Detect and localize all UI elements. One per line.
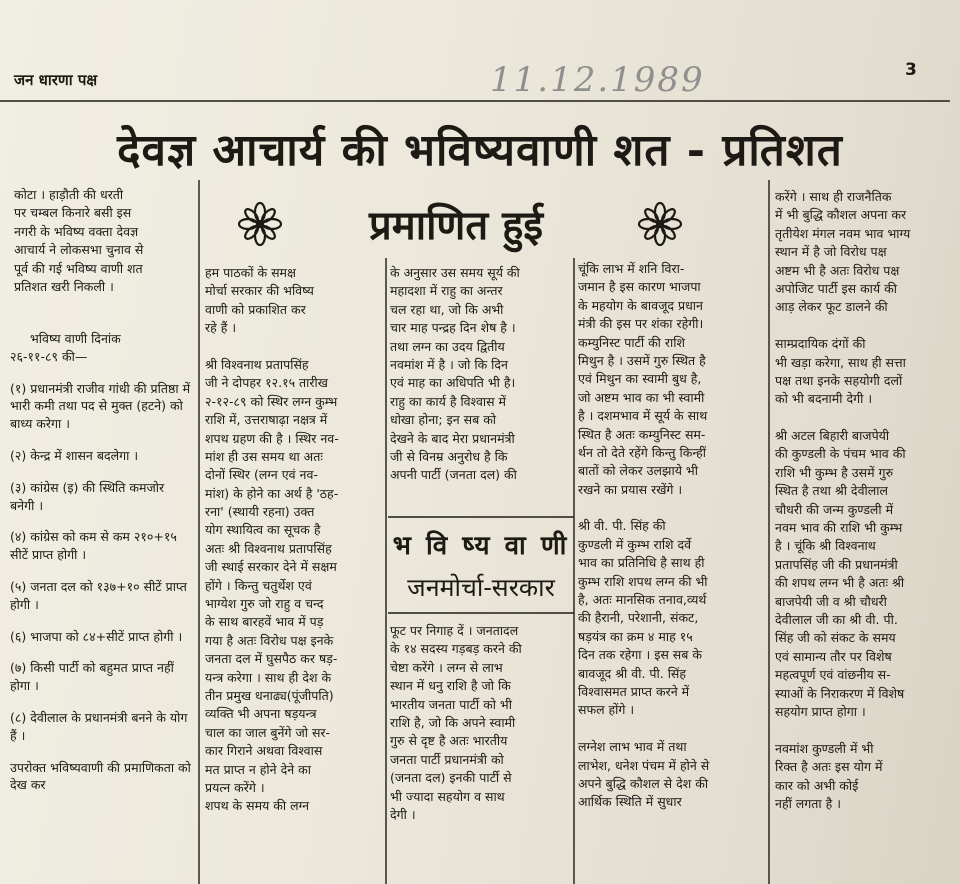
text-line: स्थान में धनु राशि है जो कि	[390, 678, 511, 694]
prediction-item: (६) भाजपा को ८४+सीटें प्राप्त होगी ।	[10, 628, 183, 644]
masthead-rule	[0, 100, 950, 102]
prediction-item: (२) केन्द्र में शासन बदलेगा ।	[10, 447, 139, 463]
text-line: भी ज्यादा सहयोग व साथ	[390, 788, 505, 804]
text-line: कम्युनिस्ट पार्टी की राशि	[578, 334, 685, 350]
text-line: चेष्टा करेंगे । लग्न से लाभ	[390, 659, 503, 675]
text-line: मंत्री की इस पर शंका रहेगी।	[578, 316, 704, 332]
predictions-date: २६-११-८९ की—	[10, 348, 88, 364]
text-line: की हैरानी, परेशानी, संकट,	[578, 610, 699, 626]
text-line: मोर्चा सरकार की भविष्य	[205, 283, 314, 299]
text-line: देगी ।	[390, 806, 416, 822]
text-line: कार को अभी कोई	[775, 777, 859, 793]
text-line: चाल का जाल बुनेंगे जो सर-	[205, 724, 331, 740]
text-line: स्थान में है जो विरोध पक्ष	[775, 244, 887, 260]
headline-line-1: देवज्ञ आचार्य की भविष्यवाणी शत - प्रतिशत	[117, 125, 843, 176]
text-line	[578, 720, 768, 738]
text-line: को भी बदनामी देगी ।	[775, 391, 873, 407]
text-line: जनता पार्टी प्रधानमंत्री को	[390, 751, 504, 767]
text-line: सफल होंगे ।	[578, 702, 635, 718]
text-line: में भी बुद्धि कौशल अपना कर	[775, 207, 907, 223]
text-line: श्री वी. पी. सिंह की	[578, 518, 666, 534]
column-2	[205, 264, 385, 816]
text-line: सहयोग प्राप्त होगा ।	[775, 703, 866, 719]
column-3-bottom	[390, 622, 570, 824]
text-line: आड़ लेकर फूट डालने की	[775, 299, 888, 315]
prediction-item: (१) प्रधानमंत्री राजीव गांधी की प्रतिष्ठा में भारी कमी तथा पद से मुक्त (हटने) को बाध्य करेगा ।	[10, 380, 191, 432]
text-line: बावजूद श्री वी. पी. सिंह	[578, 665, 687, 681]
text-line: लाभेश, धनेश पंचम में होने से	[578, 757, 710, 773]
text-line: अतः श्री विश्वनाथ प्रतापसिंह	[205, 540, 332, 556]
text-line: जमान है इस कारण भाजपा	[578, 279, 701, 295]
predictions-heading: भविष्य वाणी दिनांक	[30, 331, 121, 346]
handwritten-date: 11.12.1989	[490, 60, 705, 100]
text-line: जी स्थाई सरकार देने में सक्षम	[205, 559, 337, 575]
text-line: रखने का प्रयास रखेंगे ।	[578, 481, 683, 497]
text-line: राहु का कार्य है विश्वास में	[390, 393, 507, 409]
text-line: स्थित है अतः कम्युनिस्ट सम-	[578, 426, 706, 442]
text-line	[205, 338, 385, 356]
prediction-item: (४) कांग्रेस को कम से कम २१०+१५ सीटें प्राप्त होगी ।	[10, 529, 177, 563]
masthead: जन धारणा पक्ष	[14, 71, 98, 89]
text-line: भाग्येश गुरु जो राहु व चन्द	[205, 596, 324, 612]
subheading-line-2: जनमोर्चा-सरकार	[407, 573, 555, 602]
subheading-rule-bottom	[388, 612, 574, 614]
column-5	[775, 188, 960, 813]
column-3-top	[390, 264, 570, 485]
text-line: (जनता दल) इनकी पार्टी से	[390, 770, 512, 786]
text-line: महत्वपूर्ण एवं वांछनीय स-	[775, 667, 891, 683]
text-line: स्थित है तथा श्री देवीलाल	[775, 483, 888, 499]
text-line: विश्वासमत प्राप्त करने में	[578, 683, 690, 699]
text-line: मांश ही उस समय था अतः	[205, 448, 323, 464]
text-line: नगरी के भविष्य वक्ता देवज्ञ	[14, 223, 139, 239]
text-line: आर्थिक स्थिति में सुधार	[578, 794, 682, 810]
text-line: सिंह जी को संकट के समय	[775, 630, 896, 646]
text-line: लग्नेश लाभ भाव में तथा	[578, 739, 687, 755]
column-rule-2	[385, 258, 387, 884]
text-line: होंगे । किन्तु चतुर्थेश एवं	[205, 577, 312, 593]
text-line: देवीलाल जी का श्री वी. पी.	[775, 611, 898, 627]
text-line: पूर्व की गई भविष्य वाणी शत	[14, 260, 143, 276]
text-line: २-१२-८९ को स्थिर लग्न कुम्भ	[205, 393, 338, 409]
text-line: हम पाठकों के समक्ष	[205, 265, 296, 280]
text-line	[775, 721, 960, 739]
text-line: दिन तक रहेगा । इस सब के	[578, 647, 702, 663]
prediction-item: (७) किसी पार्टी को बहुमत प्राप्त नहीं होगा ।	[10, 660, 174, 694]
prediction-item: (३) कांग्रेस (इ) की स्थिति कमजोर बनेगी ।	[10, 479, 165, 513]
text-line: एवं माह का अधिपति भी है।	[390, 375, 516, 391]
subheading-rule-top	[388, 516, 574, 518]
text-line: एवं मिथुन का स्वामी बुध है,	[578, 371, 702, 387]
text-line: गया है अतः विरोध पक्ष इनके	[205, 632, 334, 648]
text-line: अपनी पार्टी (जनता दल) की	[390, 467, 517, 483]
text-line: फूट पर निगाह दें । जनतादल	[390, 623, 519, 638]
text-line: तृतीयेश मंगल नवम भाव भाग्य	[775, 225, 911, 241]
prediction-item: (८) देवीलाल के प्रधानमंत्री बनने के योग हैं ।	[10, 709, 188, 743]
text-line: चल रहा था, जो कि अभी	[390, 301, 504, 317]
text-line: दोनों स्थिर (लग्न एवं नव-	[205, 467, 318, 483]
text-line: चूंकि लाभ में शनि विरा-	[578, 261, 685, 276]
column-rule-1	[198, 180, 200, 884]
text-line: मिथुन है । उसमें गुरु स्थित है	[578, 352, 706, 368]
text-line: नवमांश में है । जो कि दिन	[390, 356, 508, 372]
text-line: प्रतिशत खरी निकली ।	[14, 278, 114, 294]
text-line: की शपथ लग्न भी है अतः श्री	[775, 575, 905, 591]
text-line: भाव का प्रतिनिधि है साथ ही	[578, 555, 705, 571]
text-line: स्याओं के निराकरण में विशेष	[775, 685, 905, 701]
text-line: आचार्य ने लोकसभा चुनाव से	[14, 242, 144, 258]
text-line: जी ने दोपहर १२.१५ तारीख	[205, 375, 328, 391]
text-line: जो अष्टम भाव का भी स्वामी	[578, 389, 705, 405]
text-line: शपथ ग्रहण की है । स्थिर नव-	[205, 430, 339, 446]
text-line: यन्त्र करेगा । साथ ही देश के	[205, 669, 332, 685]
text-line: कुम्भ राशि शपथ लग्न की भी	[578, 573, 708, 589]
text-line: के अनुसार उस समय सूर्य की	[390, 265, 520, 280]
text-line: है । दशमभाव में सूर्य के साथ	[578, 408, 708, 424]
headline-line-2: प्रमाणित हुई	[369, 202, 543, 249]
text-line: श्री अटल बिहारी बाजपेयी	[775, 428, 890, 444]
text-line: के महयोग के बावजूद प्रधान	[578, 297, 703, 313]
text-line: राशि भी कुम्भ है उसमें गुरु	[775, 464, 894, 480]
text-line: चौधरी की जन्म कुण्डली में	[775, 501, 894, 517]
predictions-list	[10, 330, 192, 808]
text-line: कुण्डली में कुम्भ राशि दर्वे	[578, 536, 692, 552]
text-line: रना' (स्थायी रहना) उक्त	[205, 504, 315, 520]
flower-ornament-left	[236, 200, 284, 248]
text-line: भारतीय जनता पार्टी को भी	[390, 696, 512, 712]
text-line: कोटा । हाड़ौती की धरती	[14, 187, 124, 202]
text-line: राशि है, जो कि अपने स्वामी	[390, 714, 516, 730]
column-1-intro	[14, 186, 192, 296]
subheading-box	[388, 520, 574, 612]
text-line: है, अतः मानसिक तनाव,व्यर्थ	[578, 592, 707, 608]
text-line: अष्टम भी है अतः विरोध पक्ष	[775, 262, 900, 278]
text-line: कार गिराने अथवा विश्वास	[205, 743, 323, 759]
text-line: अपोजिट पार्टी इस कार्य की	[775, 280, 897, 296]
text-line: अपने बुद्धि कौशल से देश की	[578, 775, 709, 791]
text-line: है । चूंकि श्री विश्वनाथ	[775, 538, 876, 554]
text-line: शपथ के समय की लग्न	[205, 798, 310, 814]
text-line: वाणी को प्रकाशित कर	[205, 301, 306, 317]
text-line: गुरु से दृष्ट है अतः भारतीय	[390, 733, 508, 749]
text-line: भी खड़ा करेगा, साथ ही सत्ता	[775, 354, 906, 370]
text-line: बातों को लेकर उलझाये भी	[578, 463, 698, 479]
text-line: व्यक्ति भी अपना षड़यन्त्र	[205, 706, 317, 722]
text-line: के साथ बारहवें भाव में पड़	[205, 614, 324, 630]
text-line: तथा लग्न का उदय द्वितीय	[390, 338, 505, 354]
text-line: महादशा में राहु का अन्तर	[390, 283, 503, 299]
text-line: जनता दल में घुसपैठ कर षड़-	[205, 651, 338, 667]
text-line: के १४ सदस्य गड़बड़ करने की	[390, 641, 522, 657]
text-line: प्रयत्न करेंगे ।	[205, 779, 265, 795]
text-line: की कुण्डली के पंचम भाव की	[775, 446, 906, 462]
column-4	[578, 260, 768, 812]
text-line: प्रतापसिंह जी की प्रधानमंत्री	[775, 556, 898, 572]
text-line: राशि में, उत्तराषाढ़ा नक्षत्र में	[205, 412, 328, 428]
text-line: नवम भाव की राशि भी कुम्भ	[775, 520, 903, 536]
text-line: मत प्राप्त न होने देने का	[205, 761, 311, 777]
text-line: तीन प्रमुख धनाढ्य(पूंजीपति)	[205, 687, 334, 703]
text-line: बाजपेयी जी व श्री चौधरी	[775, 593, 887, 609]
text-line: मांश) के होने का अर्थ है 'ठह-	[205, 485, 339, 501]
text-line: योग स्थायित्व का सूचक है	[205, 522, 321, 538]
text-line: पक्ष तथा इनके सहयोगी दलों	[775, 372, 903, 388]
text-line: चार माह पन्द्रह दिन शेष है ।	[390, 320, 516, 336]
prediction-item: (५) जनता दल को १३७+१० सीटें प्राप्त होगी ।	[10, 578, 187, 612]
subheading-line-1: भ वि ष्य वा णी	[392, 531, 570, 561]
text-line: श्री विश्वनाथ प्रतापसिंह	[205, 356, 309, 372]
text-line: धोखा होना; इन सब को	[390, 412, 497, 428]
text-line	[775, 317, 960, 335]
text-line: नहीं लगता है ।	[775, 795, 841, 811]
column-rule-4	[768, 180, 770, 884]
text-line: देखने के बाद मेरा प्रधानमंत्री	[390, 430, 515, 446]
text-line: जी से विनम्र अनुरोध है कि	[390, 448, 508, 464]
text-line	[775, 409, 960, 427]
page-number: 3	[905, 60, 917, 80]
text-line: एवं सामान्य तौर पर विशेष	[775, 648, 892, 664]
closing-paragraph: उपरोक्त भविष्यवाणी की प्रमाणिकता को देख कर	[10, 759, 191, 793]
text-line: नवमांश कुण्डली में भी	[775, 740, 874, 756]
text-line: रहे हैं ।	[205, 320, 237, 336]
text-line: रिक्त है अतः इस योग में	[775, 759, 883, 775]
text-line: पर चम्बल किनारे बसी इस	[14, 205, 132, 221]
text-line: करेंगे । साथ ही राजनैतिक	[775, 189, 892, 204]
text-line	[578, 499, 768, 517]
flower-ornament-right	[636, 200, 684, 248]
text-line: र्थन तो देते रहेंगे किन्तु किन्हीं	[578, 444, 706, 460]
text-line: साम्प्रदायिक दंगों की	[775, 336, 866, 352]
text-line: षड़यंत्र का क्रम ४ माह १५	[578, 628, 693, 644]
